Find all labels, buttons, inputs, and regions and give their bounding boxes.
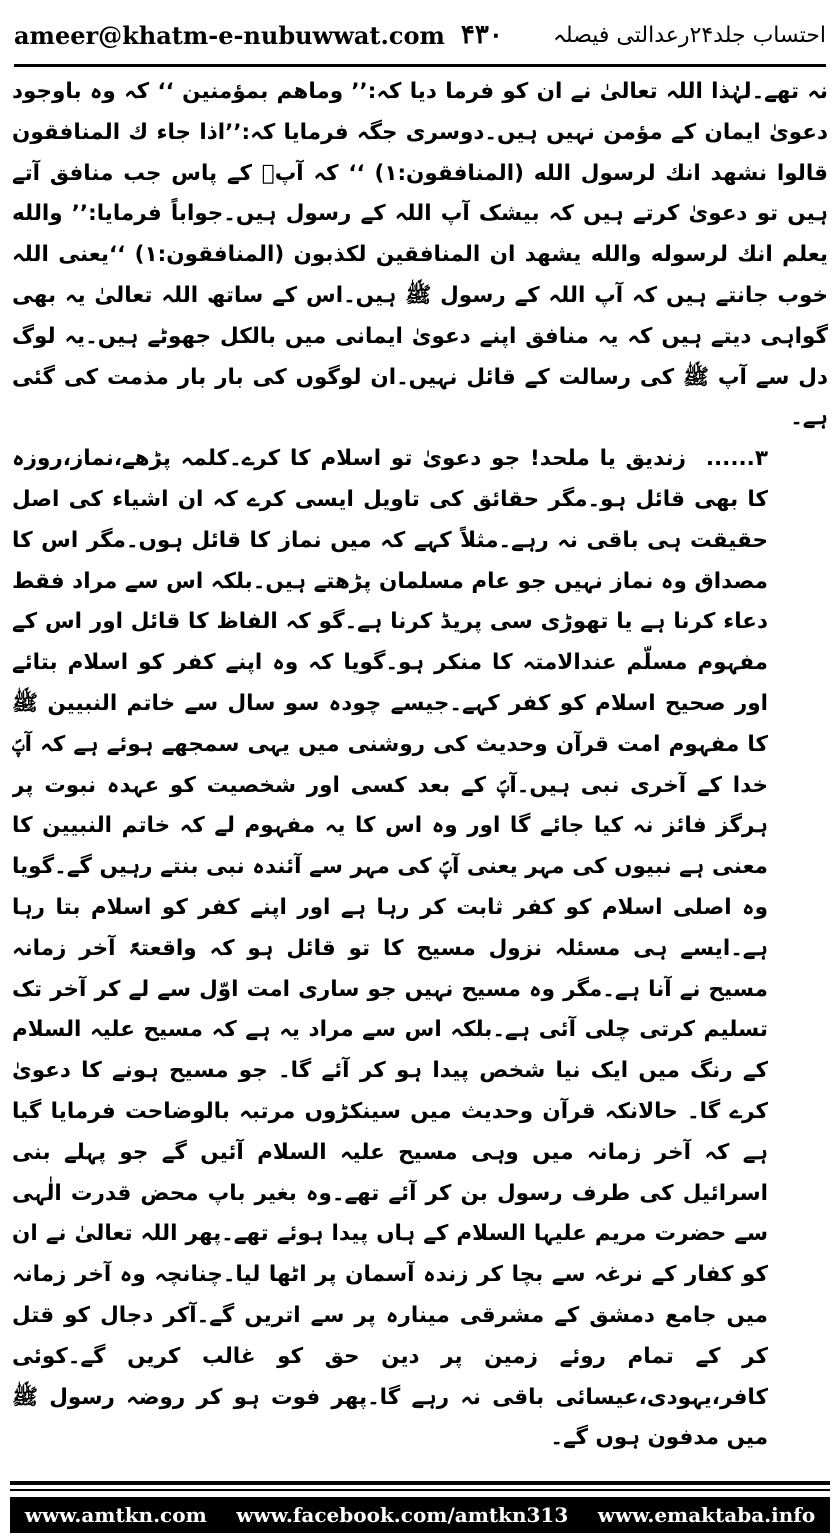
footer-divider-thin	[10, 1489, 830, 1491]
paragraph-1	[12, 72, 828, 439]
header-email: ameer@khatm-e-nubuwwat.com	[14, 20, 445, 50]
paragraph-4	[12, 1459, 828, 1467]
page-header	[14, 6, 826, 67]
footer-divider-thick	[10, 1481, 830, 1485]
paragraph-number	[706, 1466, 768, 1467]
footer-link-emaktaba[interactable]: www.emaktaba.info	[597, 1503, 816, 1527]
paragraph-text: نہ تھے۔لہٰذا اللہ تعالیٰ نے ان کو فرما دیا کہ:’’ وماھم بمؤمنین ‘‘ کہ وہ باوجود دعویٰ ایمان کے مؤمن نہیں ہیں۔دوسری جگہ فرمایا کہ:’’اذا جاء ك المنافقون قالوا نشهد انك لرسول الله (المنافقون:۱) ‘‘ کہ آپؐ کے پاس جب منافق آتے ہیں تو دعویٰ کرتے ہیں کہ بیشک آپ اللہ کے رسول ہیں۔جواباً فرمایا:’’ والله يعلم انك لرسوله والله يشهد ان المنافقين لكذبون (المنافقون:۱) ‘‘یعنی اللہ خوب جانتے ہیں کہ آپ اللہ کے رسول ﷺ ہیں۔اس کے ساتھ اللہ تعالیٰ یہ بھی گواہی دیتے ہیں کہ یہ منافق اپنے دعویٰ ایمانی میں بالکل جھوٹے ہیں۔یہ لوگ دل سے آپ ﷺ کی رسالت کے قائل نہیں۔ان لوگوں کی بار بار مذمت کی گئی ہے۔	[12, 79, 828, 431]
paragraph-text: زندیق یا ملحد! جو دعویٰ تو اسلام کا کرے۔کلمہ پڑھے،نماز،روزہ کا بھی قائل ہو۔مگر حقائق کی تاویل ایسی کرے کہ ان اشیاء کی اصل حقیقت ہی باقی نہ رہے۔مثلاً کہے کہ میں نماز کا قائل ہوں۔مگر اس کا مصداق وہ نماز نہیں جو عام مسلمان پڑھتے ہیں۔بلکہ اس سے مراد فقط دعاء کرنا ہے یا تھوڑی سی پریڈ کرنا ہے۔گو کہ الفاظ کا قائل اور اس کے مفہوم مسلّم عندالامتہ کا منکر ہو۔گویا کہ وہ اپنے کفر کو اسلام بتائے اور صحیح اسلام کو کفر کہے۔جیسے چودہ سو سال سے خاتم النبیین ﷺ کا مفہوم امت قرآن وحدیث کی روشنی میں یہی سمجھے ہوئے ہے کہ آپؐ خدا کے آخری نبی ہیں۔آپؐ کے بعد کسی اور شخصیت کو عہدہ نبوت پر ہرگز فائز نہ کیا جائے گا اور وہ اس کا یہ مفہوم لے کہ خاتم النبیین کا معنی ہے نبیوں کی مہر یعنی آپؐ کی مہر سے آئندہ نبی بنتے رہیں گے۔گویا وہ اصلی اسلام کو کفر ثابت کر رہا ہے اور اپنے کفر کو اسلام بتا رہا ہے۔ایسے ہی مسئلہ نزول مسیح کا تو قائل ہو کہ واقعتہً آخر زمانہ مسیح نے آنا ہے۔مگر وہ مسیح نہیں جو ساری امت اوّل سے لے کر آخر تک تسلیم کرتی چلی آئی ہے۔بلکہ اس سے مراد یہ ہے کہ مسیح علیہ السلام کے رنگ میں ایک نیا شخص پیدا ہو کر آئے گا۔ جو مسیح ہونے کا دعویٰ کرے گا۔ حالانکہ قرآن وحدیث میں سینکڑوں مرتبہ بالوضاحت فرمایا گیا ہے کہ آخر زمانہ میں وہی مسیح علیہ السلام آئیں گے جو پہلے بنی اسرائیل کی طرف رسول بن کر آئے تھے۔وہ بغیر باپ محض قدرت الٰہی سے حضرت مریم علیہا السلام کے ہاں پیدا ہوئے تھے۔پھر اللہ تعالیٰ نے ان کو کفار کے نرغہ سے بچا کر زندہ آسمان پر اٹھا لیا۔چنانچہ وہ آخر زمانہ میں جامع دمشق کے مشرقی مینارہ پر سے اتریں گے۔آکر دجال کو قتل کر کے تمام روئے زمین پر دین حق کو غالب کریں گے۔کوئی کافر،یہودی،عیسائی باقی نہ رہے گا۔پھر فوت ہو کر روضہ رسول ﷺ میں مدفون ہوں گے۔	[12, 446, 768, 1451]
page-body	[12, 72, 828, 1467]
footer-link-amtkn[interactable]: www.amtkn.com	[24, 1503, 207, 1527]
footer-link-facebook[interactable]: www.facebook.com/amtkn313	[236, 1503, 569, 1527]
book-title: احتساب جلد۲۴رعدالتی فیصلہ	[553, 22, 826, 48]
paragraph-number: ۳......	[705, 446, 768, 472]
header-left	[14, 20, 503, 50]
paragraph-3	[12, 439, 828, 1459]
page-footer	[10, 1497, 830, 1533]
paragraph-text	[12, 1466, 768, 1467]
page-number: ۴۳۰	[460, 20, 503, 50]
